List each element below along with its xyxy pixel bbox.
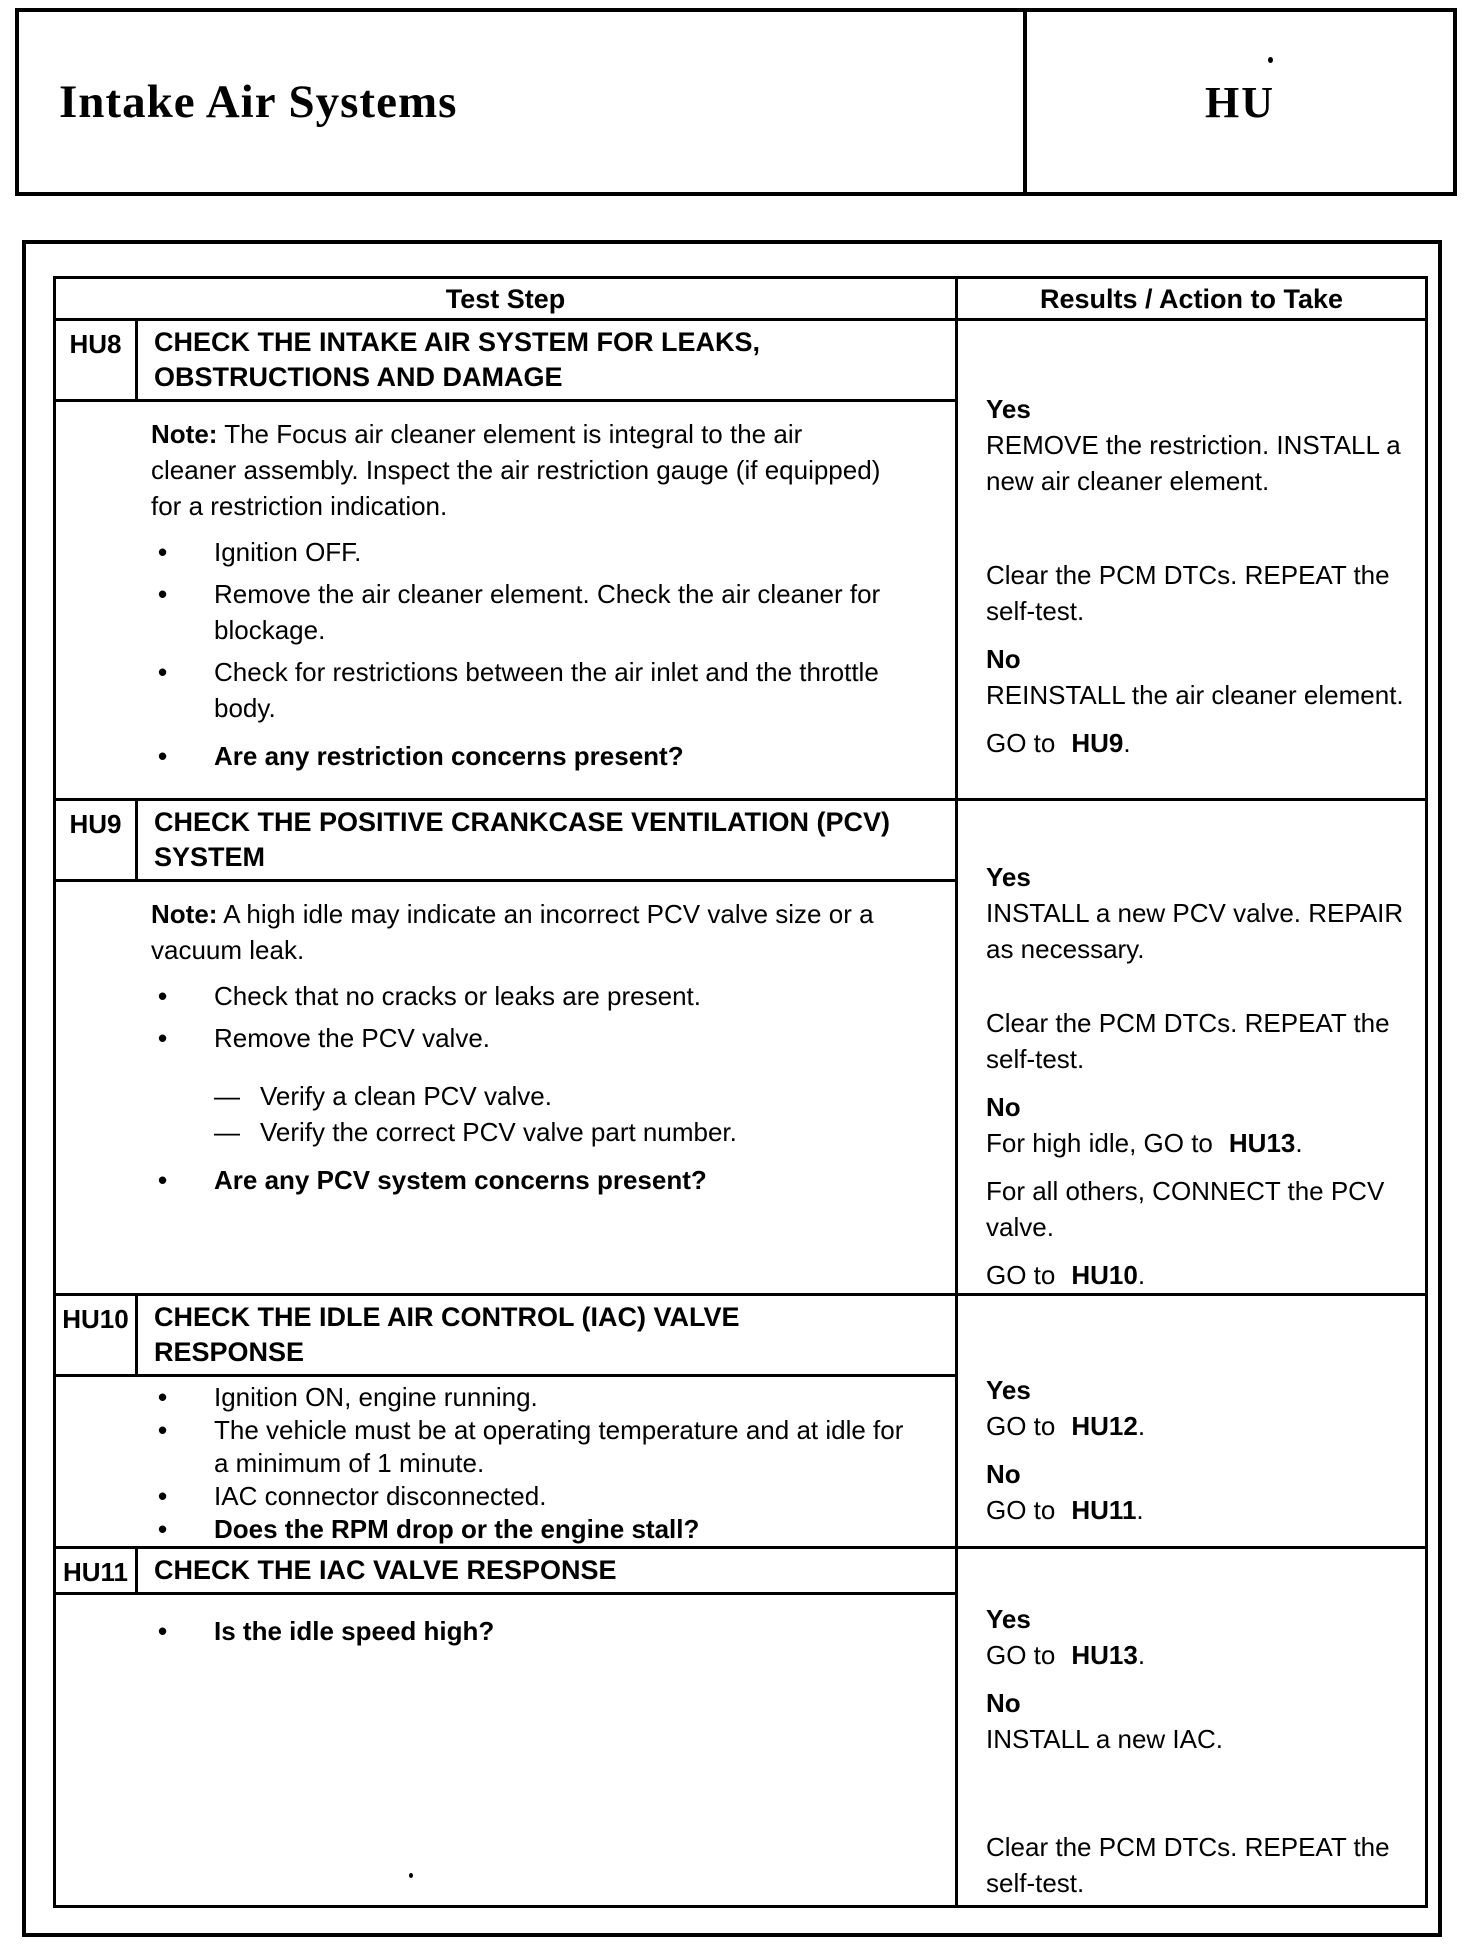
bullet-icon: •	[158, 981, 168, 1011]
step-body-cell	[55, 1376, 957, 1548]
yes-action-text: REMOVE the restriction. INSTALL a new air cleaner element.	[986, 430, 1401, 496]
question-text: Are any restriction concerns present?	[214, 741, 684, 771]
sub-item-text: Verify a clean PCV valve.	[260, 1081, 552, 1111]
clear-dtcs-text: Clear the PCM DTCs. REPEAT the self-test.	[986, 1832, 1390, 1898]
step-body-cell	[55, 401, 957, 800]
scan-artifact-dot	[409, 1873, 413, 1878]
bullet-text: Check for restrictions between the air inlet and the throttle body.	[214, 657, 879, 723]
table-row	[55, 800, 1427, 881]
section-code: HU	[1023, 12, 1453, 192]
question-text: Are any PCV system concerns present?	[214, 1165, 707, 1195]
step-bullet	[158, 654, 939, 726]
yes-label: Yes	[986, 1375, 1031, 1405]
goto-pre: For high idle, GO to	[986, 1128, 1213, 1158]
header-box	[15, 8, 1457, 196]
bullet-icon: •	[158, 1165, 168, 1195]
step-bullet	[158, 1414, 939, 1480]
step-bullet	[158, 1020, 939, 1056]
step-title-line: CHECK THE IAC VALVE RESPONSE	[154, 1555, 617, 1585]
bullet-text: Remove the PCV valve.	[214, 1023, 491, 1053]
step-title-line: SYSTEM	[154, 842, 266, 872]
sub-item-text: Verify the correct PCV valve part number.	[260, 1117, 737, 1147]
clear-dtcs-text: Clear the PCM DTCs. REPEAT the self-test.	[986, 560, 1390, 626]
step-body-cell	[55, 881, 957, 1295]
column-header-results: Results / Action to Take	[957, 278, 1427, 320]
step-title-line: CHECK THE INTAKE AIR SYSTEM FOR LEAKS,	[154, 327, 761, 357]
goto-pre: GO to	[986, 728, 1056, 758]
bullet-text: The vehicle must be at operating temperature and at idle for a minimum of 1 minute.	[214, 1415, 904, 1478]
goto-pre: GO to	[986, 1411, 1056, 1441]
goto-post: .	[1295, 1128, 1303, 1158]
bullet-icon: •	[158, 1481, 168, 1511]
sub-item	[214, 1114, 939, 1150]
step-question	[158, 1513, 939, 1546]
goto-target: HU10	[1071, 1260, 1138, 1290]
column-header-test-step: Test Step	[55, 278, 957, 320]
table-row	[55, 320, 1427, 401]
bullet-icon: •	[158, 579, 168, 609]
goto-post: .	[1137, 1260, 1146, 1290]
results-cell	[957, 1295, 1427, 1548]
goto-line	[986, 1637, 1414, 1673]
goto-post: .	[1137, 1640, 1146, 1670]
bullet-text: Check that no cracks or leaks are present.	[214, 981, 702, 1011]
clear-dtcs-text: Clear the PCM DTCs. REPEAT the self-test.	[986, 1008, 1390, 1074]
step-title	[137, 320, 957, 401]
goto-pre: GO to	[986, 1495, 1056, 1525]
goto-post: .	[1123, 728, 1131, 758]
note-text	[151, 896, 881, 968]
bullet-icon: •	[158, 1023, 168, 1053]
step-id: HU11	[55, 1548, 137, 1594]
note-body: The Focus air cleaner element is integral to the air cleaner assembly. Inspect the air restriction gauge (if equipped) for a restriction indication.	[151, 419, 881, 521]
step-title	[137, 1548, 957, 1594]
scan-artifact-dot	[1268, 57, 1273, 63]
no-label: No	[986, 1459, 1021, 1489]
yes-label: Yes	[986, 394, 1031, 424]
page-title: Intake Air Systems	[59, 76, 458, 128]
note-text	[151, 416, 881, 524]
step-title-line: OBSTRUCTIONS AND DAMAGE	[154, 362, 563, 392]
bullet-icon: •	[158, 1514, 168, 1544]
bullet-text: Ignition OFF.	[214, 537, 362, 567]
step-bullet	[158, 534, 939, 570]
pinpoint-test-table	[53, 276, 1428, 1908]
step-title-line: RESPONSE	[154, 1337, 305, 1367]
step-bullet	[158, 1480, 939, 1513]
step-bullet	[158, 978, 939, 1014]
question-text: Does the RPM drop or the engine stall?	[214, 1514, 700, 1544]
goto-line	[986, 1492, 1414, 1528]
step-question	[158, 1613, 939, 1649]
step-title	[137, 800, 957, 881]
step-question	[158, 738, 939, 774]
bullet-icon: •	[158, 741, 168, 771]
no-action-text: For all others, CONNECT the PCV valve.	[986, 1176, 1385, 1242]
step-title-line: CHECK THE IDLE AIR CONTROL (IAC) VALVE	[154, 1302, 740, 1332]
goto-line	[986, 1125, 1414, 1161]
bullet-icon: •	[158, 657, 168, 687]
yes-label: Yes	[986, 862, 1031, 892]
goto-post: .	[1136, 1495, 1144, 1525]
bullet-text: Remove the air cleaner element. Check the air cleaner for blockage.	[214, 579, 881, 645]
dash-icon: —	[214, 1117, 240, 1147]
dash-icon: —	[214, 1081, 240, 1111]
goto-target: HU9	[1071, 728, 1124, 758]
goto-line	[986, 1408, 1414, 1444]
goto-line	[986, 1257, 1414, 1293]
results-cell	[957, 1548, 1427, 1907]
goto-target: HU12	[1071, 1411, 1138, 1441]
sub-item	[214, 1078, 939, 1114]
bullet-text: Ignition ON, engine running.	[214, 1382, 538, 1412]
note-label: Note:	[151, 899, 218, 929]
bullet-text: IAC connector disconnected.	[214, 1481, 547, 1511]
step-title	[137, 1295, 957, 1376]
goto-target: HU13	[1228, 1128, 1296, 1158]
bullet-icon: •	[158, 1415, 168, 1445]
question-text: Is the idle speed high?	[214, 1616, 495, 1646]
table-row	[55, 1295, 1427, 1376]
sub-item-group	[56, 1078, 939, 1150]
step-bullet	[158, 1381, 939, 1414]
goto-target: HU13	[1071, 1640, 1138, 1670]
step-question	[158, 1162, 939, 1198]
table-header-row	[55, 278, 1427, 320]
step-id: HU9	[55, 800, 137, 881]
note-label: Note:	[151, 419, 218, 449]
results-cell	[957, 320, 1427, 800]
goto-target: HU11	[1071, 1495, 1137, 1525]
no-label: No	[986, 644, 1021, 674]
bullet-icon: •	[158, 537, 168, 567]
results-cell	[957, 800, 1427, 1295]
no-action-text: INSTALL a new IAC.	[986, 1724, 1223, 1754]
goto-pre: GO to	[986, 1260, 1056, 1290]
step-id: HU8	[55, 320, 137, 401]
bullet-icon: •	[158, 1616, 168, 1646]
goto-pre: GO to	[986, 1640, 1056, 1670]
yes-action-text: INSTALL a new PCV valve. REPAIR as necessary.	[986, 898, 1404, 964]
no-label: No	[986, 1688, 1021, 1718]
table-row	[55, 1548, 1427, 1594]
step-body-cell	[55, 1594, 957, 1907]
note-body: A high idle may indicate an incorrect PCV valve size or a vacuum leak.	[151, 899, 874, 965]
yes-label: Yes	[986, 1604, 1031, 1634]
bullet-icon: •	[158, 1382, 168, 1412]
step-id: HU10	[55, 1295, 137, 1376]
no-action-text: REINSTALL the air cleaner element.	[986, 680, 1404, 710]
step-title-line: CHECK THE POSITIVE CRANKCASE VENTILATION (PCV)	[154, 807, 891, 837]
goto-post: .	[1137, 1411, 1146, 1441]
goto-line	[986, 725, 1414, 761]
step-bullet	[158, 576, 939, 648]
no-label: No	[986, 1092, 1021, 1122]
